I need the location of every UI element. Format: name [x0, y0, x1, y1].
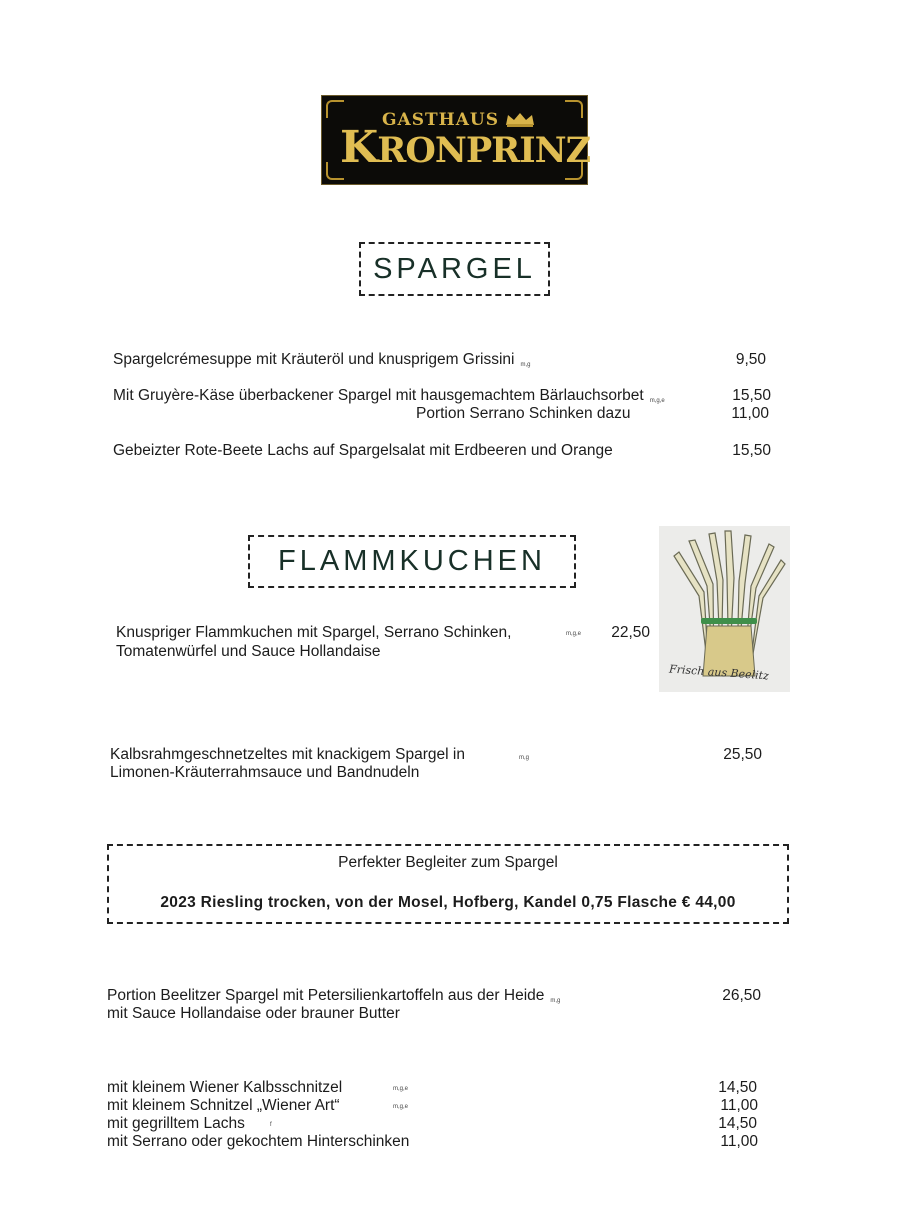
section-heading-flammkuchen: FLAMMKUCHEN	[248, 535, 576, 588]
allergen-code: m,g,e	[649, 398, 665, 404]
allergen-code: f	[270, 1122, 272, 1128]
side-option: mit gegrilltem Lachs	[107, 1115, 245, 1132]
allergen-code: m,g	[550, 998, 561, 1004]
wine-recommendation-box	[107, 844, 789, 924]
allergen-code: m,g	[519, 755, 530, 761]
logo-gasthaus-text: GASTHAUS	[382, 110, 499, 130]
menu-item-price: 26,50	[722, 987, 761, 1004]
menu-item: Portion Serrano Schinken dazu	[416, 405, 631, 422]
side-option-price: 14,50	[718, 1079, 757, 1096]
allergen-code: m,g	[520, 362, 531, 368]
menu-item-price: 15,50	[732, 442, 771, 459]
logo-ornament	[565, 100, 583, 118]
menu-item: Knuspriger Flammkuchen mit Spargel, Serrano Schinken,	[116, 624, 512, 641]
side-option: mit Serrano oder gekochtem Hinterschinken	[107, 1133, 410, 1150]
wine-box-title: Perfekter Begleiter zum Spargel	[338, 854, 558, 871]
menu-item-continued: mit Sauce Hollandaise oder brauner Butter	[107, 1005, 400, 1022]
logo-ornament	[326, 100, 344, 118]
menu-item-price: 11,00	[731, 405, 769, 422]
menu-item-continued: Tomatenwürfel und Sauce Hollandaise	[116, 643, 381, 660]
menu-item-price: 15,50	[732, 387, 771, 404]
side-option: mit kleinem Wiener Kalbsschnitzel	[107, 1079, 343, 1096]
allergen-code: m,g,e	[393, 1104, 409, 1110]
side-option: mit kleinem Schnitzel „Wiener Art“	[107, 1097, 340, 1114]
menu-item-price: 9,50	[735, 351, 766, 368]
side-option-price: 11,00	[720, 1097, 758, 1114]
logo-kronprinz-text: KRONPRINZ	[340, 122, 591, 173]
menu-item: Kalbsrahmgeschnetzeltes mit knackigem Spargel in	[110, 746, 465, 763]
asparagus-sketch-image	[659, 526, 790, 692]
menu-item: Portion Beelitzer Spargel mit Petersilienkartoffeln aus der Heide m,g	[107, 987, 561, 1004]
restaurant-logo	[321, 95, 591, 185]
menu-item: Mit Gruyère-Käse überbackener Spargel mit hausgemachtem Bärlauchsorbet m,g,e	[113, 387, 665, 404]
section-heading-spargel: SPARGEL	[359, 242, 550, 296]
side-option-price: 14,50	[718, 1115, 757, 1132]
menu-item-price: 22,50	[611, 624, 650, 641]
allergen-code: m,g,e	[393, 1086, 409, 1092]
sketch-caption: Frisch aus Beelitz	[668, 662, 770, 683]
side-option-price: 11,00	[720, 1133, 758, 1150]
menu-item: Gebeizter Rote-Beete Lachs auf Spargelsalat mit Erdbeeren und Orange	[113, 442, 613, 459]
allergen-code: m,g,e	[566, 631, 582, 637]
menu-item-price: 25,50	[723, 746, 762, 763]
wine-box-offer: 2023 Riesling trocken, von der Mosel, Hofberg, Kandel 0,75 Flasche € 44,00	[160, 894, 736, 911]
menu-item-continued: Limonen-Kräuterrahmsauce und Bandnudeln	[110, 764, 420, 781]
menu-item: Spargelcrémesuppe mit Kräuteröl und knusprigem Grissini m,g	[113, 351, 531, 368]
